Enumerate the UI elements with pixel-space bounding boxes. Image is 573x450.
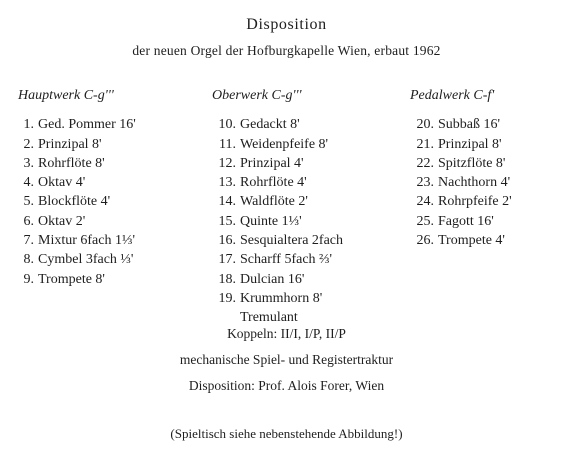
stop-name: Spitzflöte 8' xyxy=(438,155,506,171)
stop-name: Cymbel 3fach ⅓' xyxy=(38,252,134,268)
stop-number: 13. xyxy=(218,175,236,191)
stop-name: Prinzipal 8' xyxy=(438,136,502,152)
stop-name: Nachthorn 4' xyxy=(438,175,511,191)
stop-number: 15. xyxy=(218,213,236,229)
stop-number: 12. xyxy=(218,155,236,171)
stop-item xyxy=(212,173,343,192)
stop-number: 24. xyxy=(416,194,434,210)
footnote: (Spieltisch siehe nebenstehende Abbildung!) xyxy=(170,426,403,441)
stop-number: 9. xyxy=(23,271,34,287)
stop-number: 18. xyxy=(218,271,236,287)
stop-name: Blockflöte 4' xyxy=(38,194,111,210)
stop-name: Sesquialtera 2fach xyxy=(240,233,344,249)
action-line: mechanische Spiel- und Registertraktur xyxy=(179,352,394,367)
stop-item xyxy=(212,154,343,173)
page-title: Disposition xyxy=(246,16,327,33)
stop-name: Fagott 16' xyxy=(438,213,494,229)
stop-number: 14. xyxy=(218,194,236,210)
stop-item xyxy=(212,231,343,250)
stop-name: Mixtur 6fach 1⅓' xyxy=(38,233,136,249)
page-subtitle: der neuen Orgel der Hofburgkapelle Wien, erbaut 1962 xyxy=(132,43,441,58)
stop-item xyxy=(212,192,343,211)
stop-number: 10. xyxy=(218,117,236,133)
stop-name: Krummhorn 8' xyxy=(240,290,323,306)
tremulant-label: Tremulant xyxy=(240,310,298,326)
stop-number: 7. xyxy=(23,233,34,249)
stop-number: 22. xyxy=(416,155,434,171)
stop-number: 20. xyxy=(416,117,434,133)
stop-number: 8. xyxy=(23,252,34,268)
stop-name: Trompete 4' xyxy=(438,233,505,249)
stop-item xyxy=(18,250,136,269)
stop-item xyxy=(18,212,136,231)
designer-line: Disposition: Prof. Alois Forer, Wien xyxy=(188,378,385,393)
stop-item xyxy=(18,115,136,134)
stop-number: 2. xyxy=(23,136,34,152)
stop-name: Gedackt 8' xyxy=(240,117,300,133)
stop-number: 11. xyxy=(219,136,236,152)
stop-item xyxy=(212,270,343,289)
stop-name: Oktav 2' xyxy=(38,213,86,229)
stop-number: 23. xyxy=(416,175,434,191)
stop-item xyxy=(410,212,512,231)
stop-item xyxy=(410,173,512,192)
stop-name: Quinte 1⅓' xyxy=(240,213,302,229)
stop-number: 25. xyxy=(416,213,434,229)
stop-item xyxy=(18,231,136,250)
stop-list xyxy=(18,115,136,289)
stop-name: Rohrflöte 4' xyxy=(240,175,307,191)
stop-name: Dulcian 16' xyxy=(240,271,305,287)
stop-name: Ged. Pommer 16' xyxy=(38,117,136,133)
stop-item xyxy=(212,289,343,308)
stop-item xyxy=(410,192,512,211)
stop-item xyxy=(18,270,136,289)
stop-number: 4. xyxy=(23,175,34,191)
stop-name: Rohrflöte 8' xyxy=(38,155,105,171)
stop-name: Waldflöte 2' xyxy=(240,194,308,210)
stop-item xyxy=(410,154,512,173)
stop-name: Rohrpfeife 2' xyxy=(438,194,512,210)
stop-number: 16. xyxy=(218,233,236,249)
stop-item xyxy=(212,212,343,231)
stop-number: 19. xyxy=(218,290,236,306)
stop-name: Prinzipal 4' xyxy=(240,155,304,171)
division-heading: Hauptwerk C-g''' xyxy=(18,88,114,103)
stop-item xyxy=(18,154,136,173)
division-pedalwerk xyxy=(410,86,512,250)
stop-item xyxy=(18,135,136,154)
stop-item xyxy=(212,115,343,134)
stop-number: 5. xyxy=(23,194,34,210)
stop-number: 17. xyxy=(218,252,236,268)
stop-item xyxy=(410,231,512,250)
stop-item xyxy=(212,135,343,154)
stop-item xyxy=(18,192,136,211)
stop-name: Subbaß 16' xyxy=(438,117,501,133)
stop-list xyxy=(410,115,512,250)
division-heading: Pedalwerk C-f' xyxy=(410,88,495,103)
stop-item xyxy=(18,173,136,192)
stop-name: Oktav 4' xyxy=(38,175,86,191)
stop-list xyxy=(212,115,343,308)
stop-name: Prinzipal 8' xyxy=(38,136,102,152)
stop-number: 21. xyxy=(416,136,434,152)
couplers-line: Koppeln: II/I, I/P, II/P xyxy=(227,326,346,341)
stop-name: Weidenpfeife 8' xyxy=(240,136,329,152)
stop-name: Trompete 8' xyxy=(38,271,105,287)
stop-number: 1. xyxy=(23,117,34,133)
stop-item xyxy=(410,135,512,154)
stop-number: 3. xyxy=(23,155,34,171)
stop-name: Scharff 5fach ⅔' xyxy=(240,252,333,268)
stop-number: 26. xyxy=(416,233,434,249)
stop-number: 6. xyxy=(23,213,34,229)
division-hauptwerk xyxy=(18,86,136,289)
stop-item xyxy=(212,250,343,269)
stop-item xyxy=(410,115,512,134)
division-heading: Oberwerk C-g''' xyxy=(212,88,302,103)
division-oberwerk xyxy=(212,86,343,328)
